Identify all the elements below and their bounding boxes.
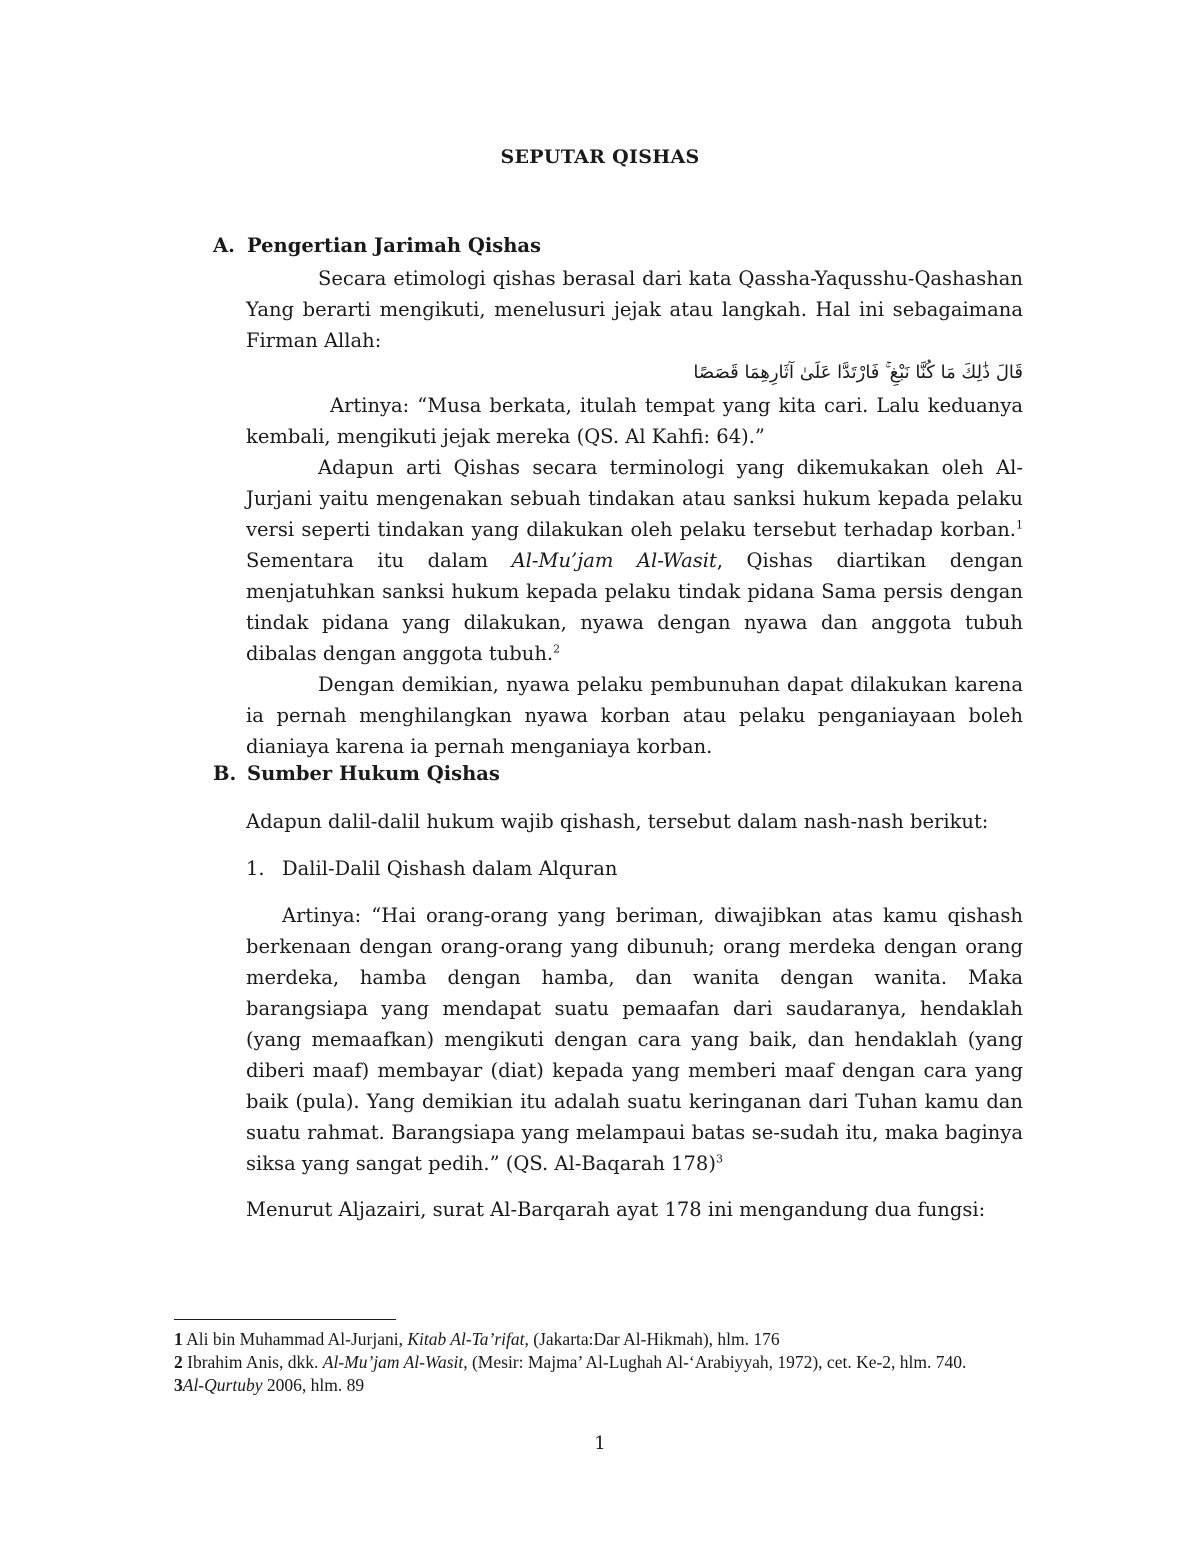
footnote-text: 2006, hlm. 89	[262, 1375, 365, 1395]
footnote-2	[174, 1351, 1034, 1374]
footnotes	[174, 1328, 1034, 1397]
list-item-label: Dalil-Dalil Qishash dalam Alquran	[282, 857, 618, 880]
section-a-paragraph-2	[246, 452, 1023, 669]
paragraph-2-italic-title: Al-Mu’jam Al-Wasit	[511, 549, 717, 572]
section-b-list-item	[246, 853, 1023, 884]
section-b-heading	[213, 762, 500, 785]
list-item-number: 1.	[246, 857, 265, 880]
section-a-translation: Artinya: “Musa berkata, itulah tempat yang kita cari. Lalu keduanya kembali, mengikuti jejak mereka (QS. Al Kahfi: 64).”	[246, 394, 1023, 448]
paragraph-2-part-1: Adapun arti Qishas secara terminologi yang dikemukakan oleh Al-Jurjani yaitu mengenakan sebuah tindakan atau sanksi hukum kepada pelaku versi seperti tindakan yang dilakukan oleh pelaku tersebut terhadap korban.	[246, 456, 1023, 541]
section-a-paragraph-1: Secara etimologi qishas berasal dari kata Qassha-Yaqusshu-Qashashan Yang berarti mengikuti, menelusuri jejak atau langkah. Hal ini sebagaimana Firman Allah:	[246, 267, 1023, 352]
section-b-translation	[246, 900, 1023, 1179]
section-a-letter: A.	[213, 234, 235, 257]
footnote-number: 1	[174, 1329, 183, 1349]
footnote-italic: Al-Qurtuby	[182, 1375, 263, 1395]
footnote-1	[174, 1328, 1034, 1351]
section-a-paragraph-3: Dengan demikian, nyawa pelaku pembunuhan dapat dilakukan karena ia pernah menghilangkan nyawa korban atau pelaku penganiayaan boleh dianiaya karena ia pernah menganiaya korban.	[246, 673, 1023, 758]
section-b-intro: Adapun dalil-dalil hukum wajib qishash, tersebut dalam nash-nash berikut:	[246, 810, 989, 833]
footnote-ref-1[interactable]: 1	[1016, 518, 1023, 532]
section-b-letter: B.	[213, 762, 237, 785]
footnote-italic: Kitab Al-Ta’rifat	[407, 1329, 525, 1349]
footnote-text: , (Mesir: Majma’ Al-Lughah Al-‘Arabiyyah, 1972), cet. Ke-2, hlm. 740.	[463, 1352, 967, 1372]
footnote-separator	[174, 1319, 396, 1320]
section-a-body	[246, 263, 1023, 762]
footnote-number: 2	[174, 1352, 183, 1372]
footnote-3	[174, 1374, 1034, 1397]
footnote-italic: Al-Mu’jam Al-Wasit	[322, 1352, 464, 1372]
document-title: SEPUTAR QISHAS	[500, 146, 700, 168]
page-number: 1	[594, 1433, 606, 1454]
section-b-closing: Menurut Aljazairi, surat Al-Barqarah ayat 178 ini mengandung dua fungsi:	[246, 1198, 986, 1221]
paragraph-2-part-2: Sementara itu dalam	[246, 549, 512, 572]
arabic-verse: قَالَ ذَٰلِكَ مَا كُنَّا نَبْغِ ۚ فَارْتَدَّا عَلَىٰ آثَارِهِمَا قَصَصًا	[693, 362, 1023, 383]
section-b-translation-block	[246, 900, 1023, 1179]
footnote-text: , (Jakarta:Dar Al-Hikmah), hlm. 176	[524, 1329, 780, 1349]
section-a-title: Pengertian Jarimah Qishas	[247, 234, 541, 257]
section-b-title: Sumber Hukum Qishas	[247, 762, 500, 785]
section-a-heading	[213, 234, 541, 257]
paragraph-2-part-3: , Qishas diartikan dengan menjatuhkan sanksi hukum kepada pelaku tindak pidana Sama persis dengan tindak pidana yang dilakukan, nyawa dengan nyawa dan anggota tubuh dibalas dengan anggota tubuh.	[246, 549, 1023, 665]
footnote-ref-3[interactable]: 3	[715, 1152, 723, 1166]
footnote-text: Ali bin Muhammad Al-Jurjani,	[182, 1329, 408, 1349]
baqarah-translation-text: Artinya: “Hai orang-orang yang beriman, diwajibkan atas kamu qishash berkenaan dengan orang-orang yang dibunuh; orang merdeka dengan orang merdeka, hamba dengan hamba, dan wanita dengan wanita. Maka barangsiapa yang mendapat suatu pemaafan dari saudaranya, hendaklah (yang memaafkan) mengikuti dengan cara yang baik, dan hendaklah (yang diberi maaf) membayar (diat) kepada yang memberi maaf dengan cara yang baik (pula). Yang demikian itu adalah suatu keringanan dari Tuhan kamu dan suatu rahmat. Barangsiapa yang melampaui batas se-sudah itu, maka baginya siksa yang sangat pedih.” (QS. Al-Baqarah 178)	[246, 904, 1023, 1175]
footnote-text: Ibrahim Anis, dkk.	[182, 1352, 323, 1372]
footnote-ref-2[interactable]: 2	[553, 642, 561, 656]
footnote-number: 3	[174, 1375, 183, 1395]
